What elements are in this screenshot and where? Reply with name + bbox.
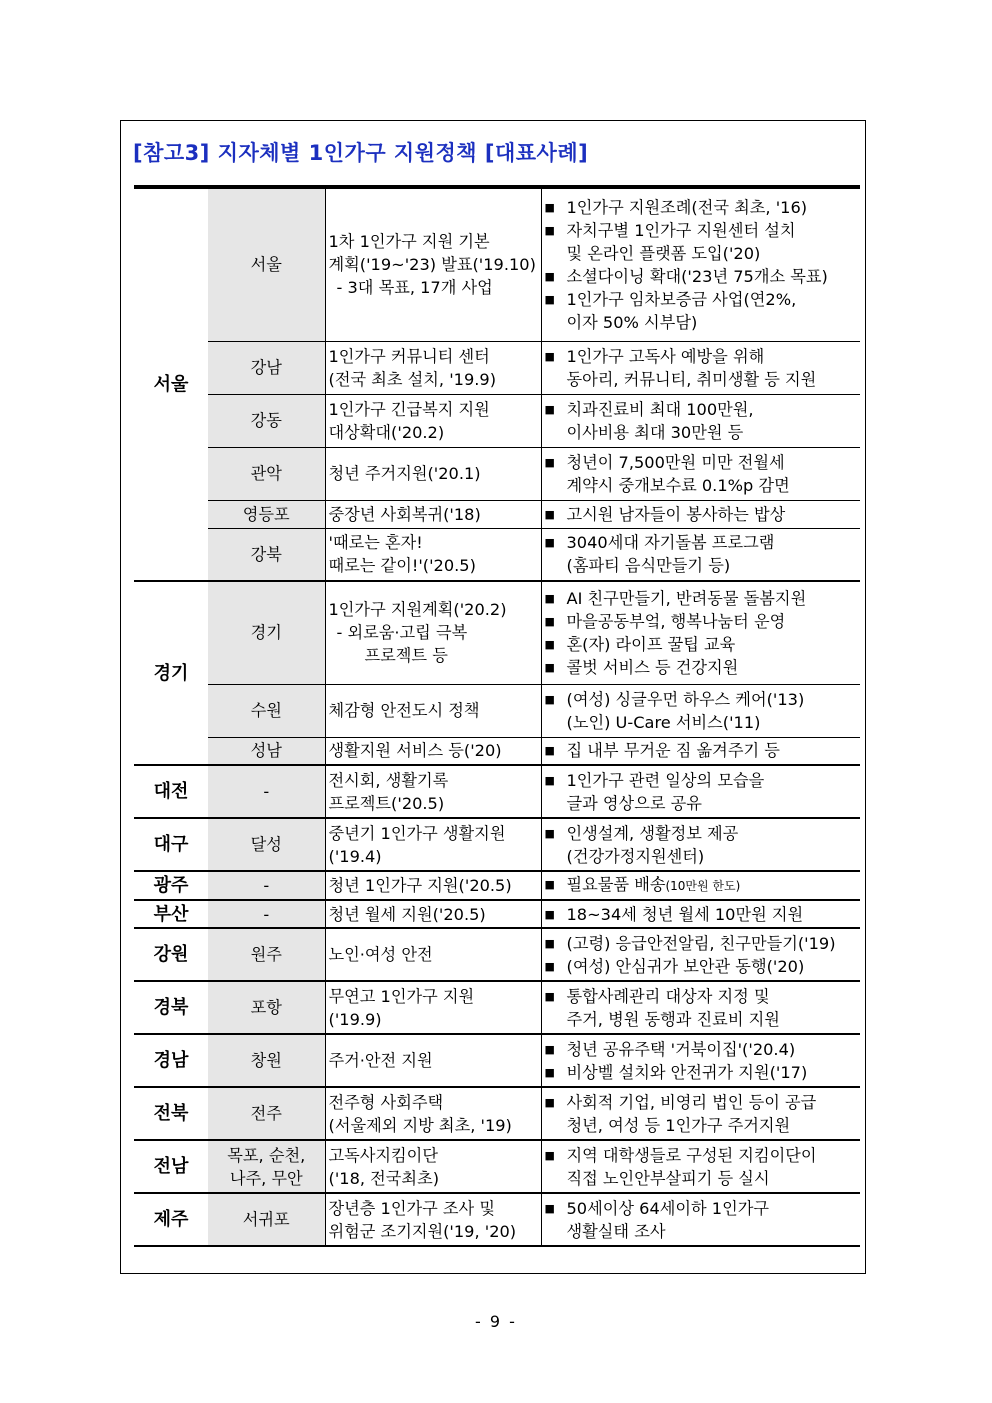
detail-cell: ■ 50세이상 64세이하 1인가구 생활실태 조사 <box>541 1193 860 1246</box>
policy-table <box>134 187 860 1247</box>
detail-cell: ■ 청년이 7,500만원 미만 전월세 계약시 중개보수료 0.1%p 감면 <box>541 447 860 500</box>
city-cell: - <box>208 765 325 818</box>
table-row <box>134 1087 860 1140</box>
city-cell: 전주 <box>208 1087 325 1140</box>
city-cell: 목포, 순천, 나주, 무안 <box>208 1140 325 1193</box>
policy-cell: 1인가구 긴급복지 지원 대상확대('20.2) <box>325 394 541 447</box>
detail-cell: ■ 청년 공유주택 '거북이집'('20.4) ■ 비상벨 설치와 안전귀가 지원('17) <box>541 1034 860 1087</box>
policy-cell: 고독사지킴이단 ('18, 전국최초) <box>325 1140 541 1193</box>
policy-cell: 1인가구 지원계획('20.2) - 외로움·고립 극복 프로젝트 등 <box>325 581 541 684</box>
detail-cell: ■ 필요물품 배송(10만원 한도) <box>541 871 860 900</box>
policy-cell: 전시회, 생활기록 프로젝트('20.5) <box>325 765 541 818</box>
detail-cell: ■ 집 내부 무거운 짐 옮겨주기 등 <box>541 737 860 765</box>
table-row <box>134 1140 860 1193</box>
city-cell: 서울 <box>208 188 325 341</box>
city-cell: 수원 <box>208 684 325 737</box>
detail-cell: ■ AI 친구만들기, 반려동물 돌봄지원 ■ 마을공동부엌, 행복나눔터 운영 ■ 혼(자) 라이프 꿀팁 교육 ■ 콜벗 서비스 등 건강지원 <box>541 581 860 684</box>
city-cell: 강동 <box>208 394 325 447</box>
table-row <box>134 871 860 900</box>
policy-cell: 체감형 안전도시 정책 <box>325 684 541 737</box>
page-number: - 9 - <box>475 1312 517 1331</box>
detail-cell: ■ 1인가구 고독사 예방을 위해 동아리, 커뮤니티, 취미생활 등 지원 <box>541 341 860 394</box>
policy-cell: 장년층 1인가구 조사 및 위험군 조기지원('19, '20) <box>325 1193 541 1246</box>
table-row <box>134 818 860 871</box>
table-row <box>134 900 860 928</box>
city-cell: 성남 <box>208 737 325 765</box>
city-cell: 원주 <box>208 928 325 981</box>
table-row <box>134 1193 860 1246</box>
city-cell: 영등포 <box>208 500 325 528</box>
city-cell: 서귀포 <box>208 1193 325 1246</box>
city-cell: 관악 <box>208 447 325 500</box>
table-row <box>134 981 860 1034</box>
detail-cell: ■ 통합사례관리 대상자 지정 및 주거, 병원 동행과 진료비 지원 <box>541 981 860 1034</box>
table-row <box>134 500 860 528</box>
region-cell: 전남 <box>134 1140 208 1193</box>
city-cell: 창원 <box>208 1034 325 1087</box>
city-cell: 강남 <box>208 341 325 394</box>
region-cell: 부산 <box>134 900 208 928</box>
page-title: [참고3] 지자체별 1인가구 지원정책 [대표사례] <box>133 141 589 165</box>
policy-cell: '때로는 혼자! 때로는 같이!'('20.5) <box>325 528 541 581</box>
table-row <box>134 447 860 500</box>
city-cell: 경기 <box>208 581 325 684</box>
policy-cell: 생활지원 서비스 등('20) <box>325 737 541 765</box>
policy-cell: 청년 1인가구 지원('20.5) <box>325 871 541 900</box>
city-cell: - <box>208 871 325 900</box>
reference-box <box>120 120 866 1274</box>
city-cell: 달성 <box>208 818 325 871</box>
detail-cell: ■ (여성) 싱글우먼 하우스 케어('13) (노인) U-Care 서비스('11) <box>541 684 860 737</box>
region-cell: 대구 <box>134 818 208 871</box>
table-row <box>134 581 860 684</box>
city-cell: 포항 <box>208 981 325 1034</box>
policy-cell: 주거·안전 지원 <box>325 1034 541 1087</box>
policy-cell: 청년 월세 지원('20.5) <box>325 900 541 928</box>
region-cell: 대전 <box>134 765 208 818</box>
policy-cell: 전주형 사회주택 (서울제외 지방 최초, '19) <box>325 1087 541 1140</box>
policy-cell: 1인가구 커뮤니티 센터 (전국 최초 설치, '19.9) <box>325 341 541 394</box>
policy-cell: 청년 주거지원('20.1) <box>325 447 541 500</box>
city-cell: - <box>208 900 325 928</box>
region-cell: 경기 <box>134 581 208 765</box>
policy-cell: 1차 1인가구 지원 기본 계획('19~'23) 발표('19.10) - 3대 목표, 17개 사업 <box>325 188 541 341</box>
detail-cell: ■ 18~34세 청년 월세 10만원 지원 <box>541 900 860 928</box>
region-cell: 제주 <box>134 1193 208 1246</box>
policy-cell: 중장년 사회복귀('18) <box>325 500 541 528</box>
detail-cell: ■ 인생설계, 생활정보 제공 (건강가정지원센터) <box>541 818 860 871</box>
detail-cell: ■ 치과진료비 최대 100만원, 이사비용 최대 30만원 등 <box>541 394 860 447</box>
region-cell: 광주 <box>134 871 208 900</box>
region-cell: 서울 <box>134 188 208 581</box>
table-row <box>134 341 860 394</box>
table-row <box>134 1034 860 1087</box>
table-row <box>134 684 860 737</box>
policy-cell: 노인·여성 안전 <box>325 928 541 981</box>
table-row <box>134 737 860 765</box>
table-row <box>134 765 860 818</box>
region-cell: 전북 <box>134 1087 208 1140</box>
table-row <box>134 394 860 447</box>
policy-cell: 무연고 1인가구 지원 ('19.9) <box>325 981 541 1034</box>
detail-cell: ■ 1인가구 관련 일상의 모습을 글과 영상으로 공유 <box>541 765 860 818</box>
policy-cell: 중년기 1인가구 생활지원 ('19.4) <box>325 818 541 871</box>
detail-cell: ■ 고시원 남자들이 봉사하는 밥상 <box>541 500 860 528</box>
table-row <box>134 528 860 581</box>
detail-cell: ■ (고령) 응급안전알림, 친구만들기('19) ■ (여성) 안심귀가 보안관 동행('20) <box>541 928 860 981</box>
detail-cell: ■ 지역 대학생들로 구성된 지킴이단이 직접 노인안부살피기 등 실시 <box>541 1140 860 1193</box>
detail-cell: ■ 3040세대 자기돌봄 프로그램 (홈파티 음식만들기 등) <box>541 528 860 581</box>
region-cell: 강원 <box>134 928 208 981</box>
detail-cell: ■ 1인가구 지원조례(전국 최초, '16) ■ 자치구별 1인가구 지원센터 설치 및 온라인 플랫폼 도입('20) ■ 소셜다이닝 확대('23년 75개소 목표) ■ 1인가구 임차보증금 사업(연2%, 이자 50% 시부담) <box>541 188 860 341</box>
city-cell: 강북 <box>208 528 325 581</box>
detail-cell: ■ 사회적 기업, 비영리 법인 등이 공급 청년, 여성 등 1인가구 주거지원 <box>541 1087 860 1140</box>
region-cell: 경북 <box>134 981 208 1034</box>
region-cell: 경남 <box>134 1034 208 1087</box>
table-row <box>134 928 860 981</box>
table-row <box>134 188 860 341</box>
